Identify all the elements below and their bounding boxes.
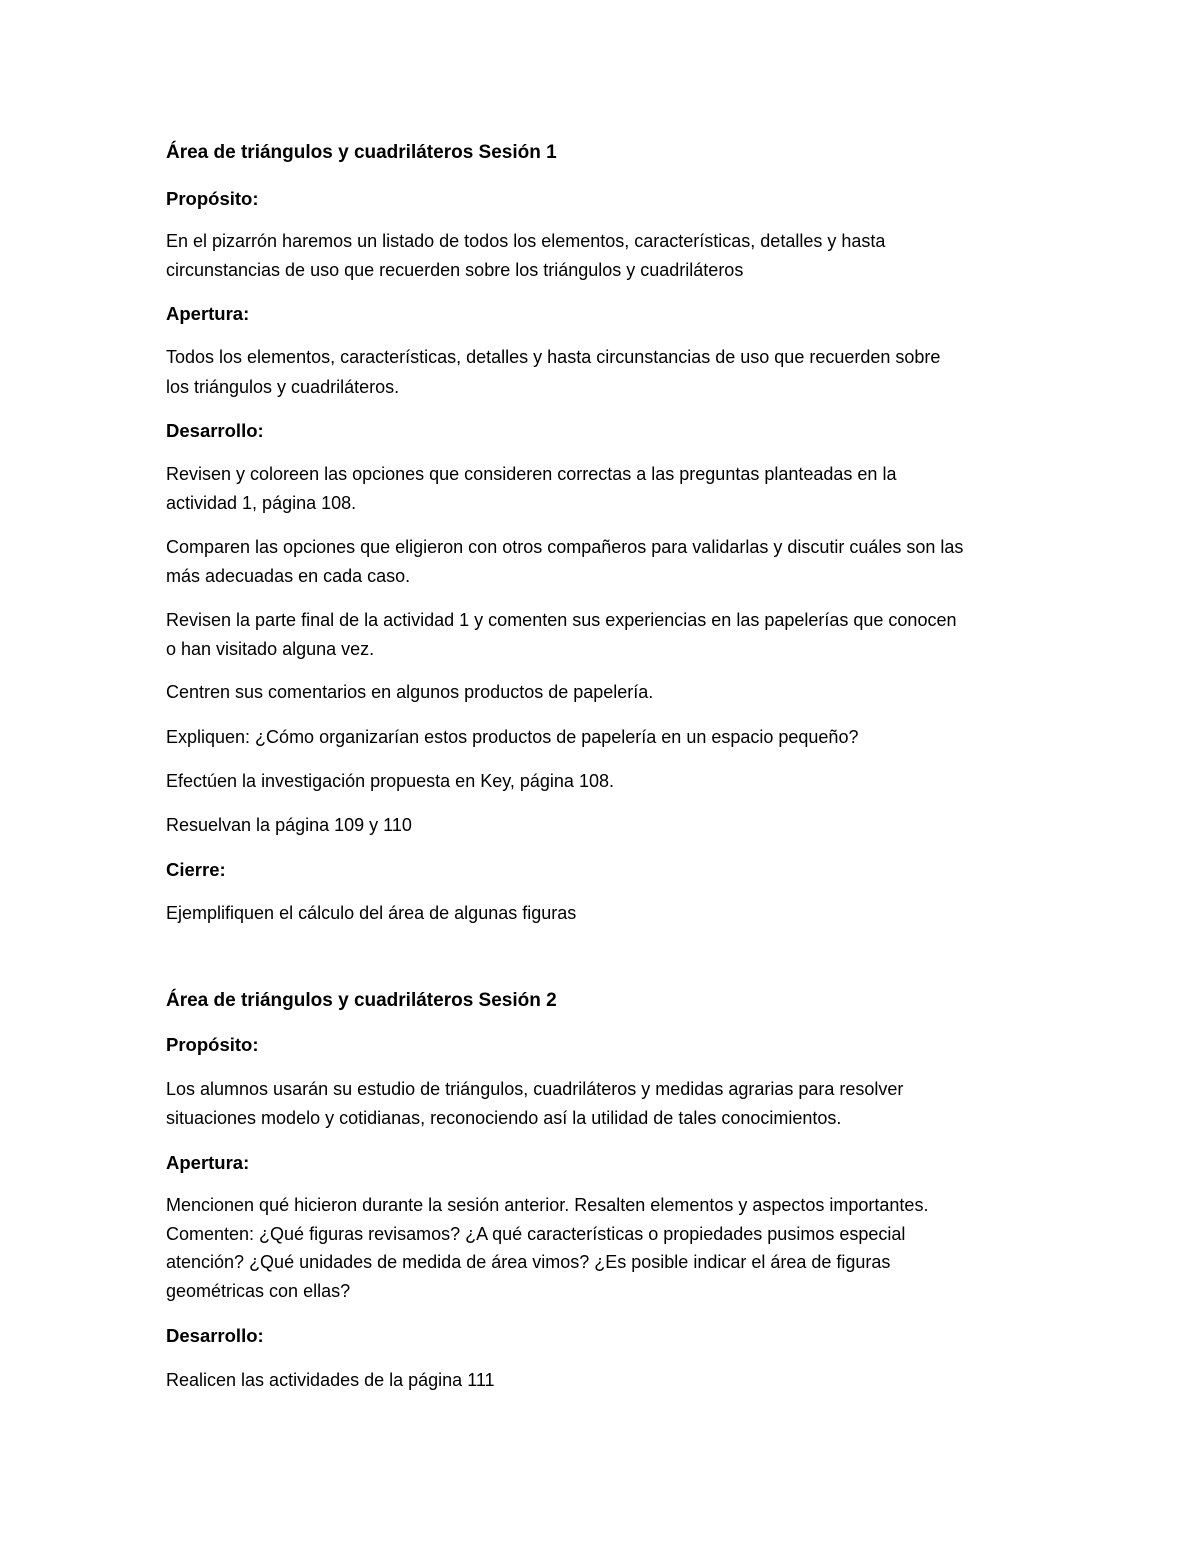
session-1-desarrollo-p6: Efectúen la investigación propuesta en Key, página 108. xyxy=(166,771,614,791)
session-1-desarrollo-p7: Resuelvan la página 109 y 110 xyxy=(166,815,412,835)
session-1-proposito-line-1: En el pizarrón haremos un listado de todos los elementos, características, detalles y hasta xyxy=(166,231,886,251)
session-1-desarrollo-p2-line-1: Comparen las opciones que eligieron con otros compañeros para validarlas y discutir cuáles son las xyxy=(166,537,964,557)
session-2-proposito-line-2: situaciones modelo y cotidianas, reconociendo así la utilidad de tales conocimientos. xyxy=(166,1108,842,1128)
session-2-apertura-line-3: atención? ¿Qué unidades de medida de área vimos? ¿Es posible indicar el área de figuras xyxy=(166,1252,891,1272)
session-1-apertura-line-2: los triángulos y cuadriláteros. xyxy=(166,377,400,397)
session-1-desarrollo-p1-line-1: Revisen y coloreen las opciones que consideren correctas a las preguntas planteadas en la xyxy=(166,464,897,484)
session-2-desarrollo-line-1: Realicen las actividades de la página 111 xyxy=(166,1370,495,1390)
session-1-desarrollo-p5: Expliquen: ¿Cómo organizarían estos productos de papelería en un espacio pequeño? xyxy=(166,727,859,747)
session-1-apertura-heading: Apertura: xyxy=(166,303,250,324)
session-2-proposito-line-1: Los alumnos usarán su estudio de triángulos, cuadriláteros y medidas agrarias para resolver xyxy=(166,1079,904,1099)
session-2-apertura-heading: Apertura: xyxy=(166,1152,250,1173)
session-1-desarrollo-p4: Centren sus comentarios en algunos productos de papelería. xyxy=(166,682,654,702)
session-1-proposito-line-2: circunstancias de uso que recuerden sobre los triángulos y cuadriláteros xyxy=(166,260,744,280)
session-2-apertura-line-2: Comenten: ¿Qué figuras revisamos? ¿A qué características o propiedades pusimos especial xyxy=(166,1224,906,1244)
session-2-desarrollo-heading: Desarrollo: xyxy=(166,1325,264,1346)
session-1-desarrollo-p3-line-2: o han visitado alguna vez. xyxy=(166,639,375,659)
session-2-title: Área de triángulos y cuadriláteros Sesión 2 xyxy=(166,990,557,1011)
session-1-title: Área de triángulos y cuadriláteros Sesión 1 xyxy=(166,142,557,163)
session-1-desarrollo-heading: Desarrollo: xyxy=(166,420,264,441)
session-1-desarrollo-p3-line-1: Revisen la parte final de la actividad 1 y comenten sus experiencias en las papelerías que conocen xyxy=(166,610,957,630)
session-1-cierre-line-1: Ejemplifiquen el cálculo del área de algunas figuras xyxy=(166,903,577,923)
session-1-apertura-line-1: Todos los elementos, características, detalles y hasta circunstancias de uso que recuerden sobre xyxy=(166,347,941,367)
session-1-cierre-heading: Cierre: xyxy=(166,859,226,880)
session-2-apertura-line-4: geométricas con ellas? xyxy=(166,1281,351,1301)
session-1-desarrollo-p2-line-2: más adecuadas en cada caso. xyxy=(166,566,411,586)
session-2-apertura-line-1: Mencionen qué hicieron durante la sesión anterior. Resalten elementos y aspectos importantes. xyxy=(166,1195,929,1215)
session-2-proposito-heading: Propósito: xyxy=(166,1034,259,1055)
session-1-desarrollo-p1-line-2: actividad 1, página 108. xyxy=(166,493,357,513)
session-1-proposito-heading: Propósito: xyxy=(166,188,259,209)
